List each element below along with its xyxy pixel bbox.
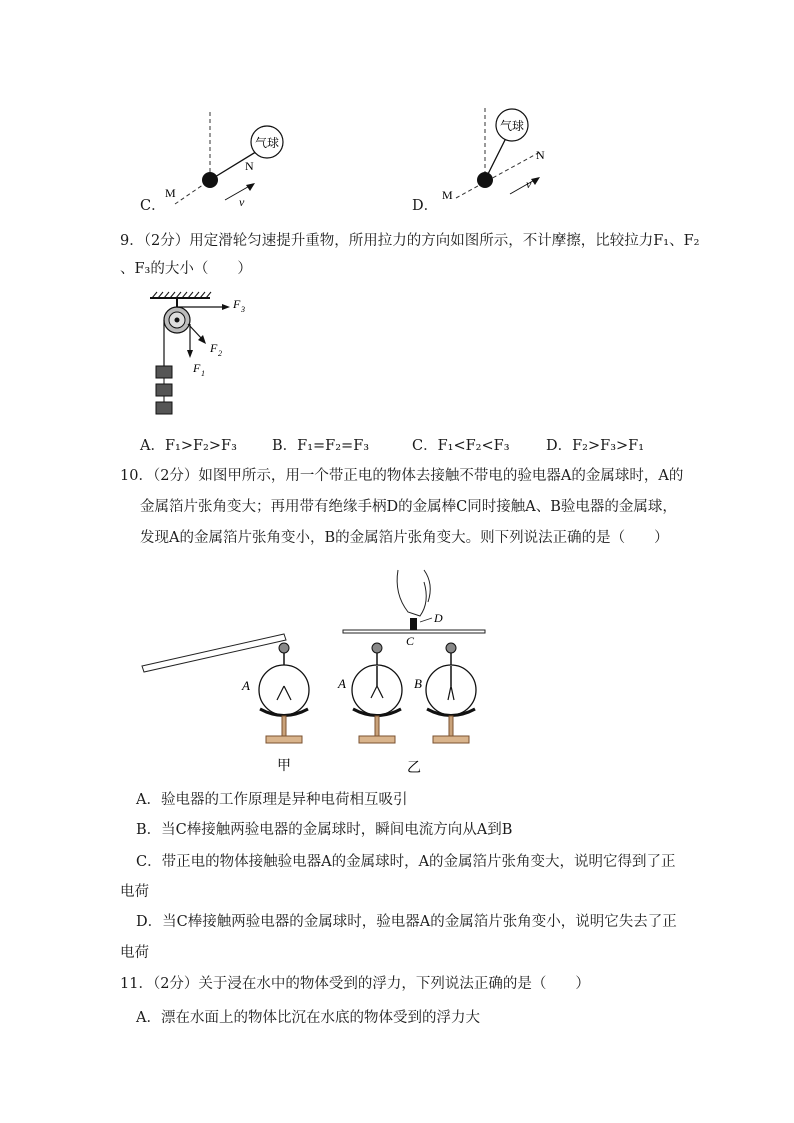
q10-stem-line2: 金属箔片张角变大；再用带有绝缘手柄D的金属棒C同时接触A、B验电器的金属球， bbox=[140, 499, 677, 515]
q11-stem-line1: 11．（2分）关于浸在水中的物体受到的浮力，下列说法正确的是（ ） bbox=[120, 976, 590, 992]
electroscope-diagram bbox=[138, 562, 498, 782]
q9-pulley-figure bbox=[140, 288, 260, 424]
label-c: C bbox=[406, 634, 415, 648]
label-a-jia: A bbox=[242, 678, 250, 693]
q10-option-a: A．验电器的工作原理是异种电荷相互吸引 bbox=[136, 792, 408, 808]
q10-electroscope-figure bbox=[138, 562, 498, 782]
q9-option-c: C．F₁<F₂<F₃ bbox=[412, 438, 510, 454]
f2-label: F bbox=[210, 341, 218, 355]
electroscope-a-yi bbox=[352, 643, 402, 743]
weight-1 bbox=[156, 366, 172, 378]
charged-rod bbox=[142, 634, 286, 672]
q8-option-d-label: D． bbox=[412, 198, 439, 214]
f3-label: F bbox=[233, 297, 241, 311]
pulley-diagram bbox=[140, 288, 260, 424]
svg-text:2: 2 bbox=[218, 349, 222, 358]
svg-text:3: 3 bbox=[241, 305, 245, 314]
electroscope-a-jia bbox=[259, 643, 309, 743]
velocity-d: v bbox=[526, 177, 532, 191]
point-m-d: M bbox=[442, 188, 453, 202]
q10-stem-line3: 发现A的金属箔片张角变小，B的金属箔片张角变大。则下列说法正确的是（ ） bbox=[140, 530, 669, 546]
caption-yi: 乙 bbox=[407, 761, 421, 776]
q10-option-b: B．当C棒接触两验电器的金属球时，瞬间电流方向从A到B bbox=[136, 822, 513, 838]
q8-option-c-label: C． bbox=[140, 198, 166, 214]
q9-option-d: D．F₂>F₃>F₁ bbox=[546, 438, 645, 454]
q10-option-c-line2: 电荷 bbox=[120, 884, 149, 900]
weight-3 bbox=[156, 402, 172, 414]
balloon-label-d: 气球 bbox=[499, 119, 525, 133]
q10-option-d-line2: 电荷 bbox=[120, 945, 149, 961]
caption-jia: 甲 bbox=[277, 759, 291, 774]
label-d: D bbox=[434, 611, 443, 625]
point-m-c: M bbox=[165, 186, 176, 200]
q10-option-c-line1: C．带正电的物体接触验电器A的金属球时，A的金属箔片张角变大，说明它得到了正 bbox=[136, 854, 676, 870]
balloon-label-c: 气球 bbox=[254, 136, 280, 150]
metal-rod-c bbox=[343, 630, 485, 633]
svg-text:1: 1 bbox=[201, 369, 205, 378]
velocity-c: v bbox=[239, 195, 245, 209]
q9-option-b: B．F₁=F₂=F₃ bbox=[272, 438, 370, 454]
q10-option-d-line1: D．当C棒接触两验电器的金属球时，验电器A的金属箔片张角变小，说明它失去了正 bbox=[136, 914, 677, 930]
label-b-yi: B bbox=[414, 676, 422, 691]
label-a-yi: A bbox=[338, 676, 346, 691]
q10-stem-line1: 10．（2分）如图甲所示，用一个带正电的物体去接触不带电的验电器A的金属球时，A的 bbox=[120, 468, 684, 484]
q9-stem-line1: 9．（2分）用定滑轮匀速提升重物，所用拉力的方向如图所示，不计摩擦，比较拉力F₁、F₂ bbox=[120, 233, 700, 249]
weight-2 bbox=[156, 384, 172, 396]
point-n-c: N bbox=[245, 159, 254, 173]
point-n-d: N bbox=[536, 148, 545, 162]
q11-option-a: A．漂在水面上的物体比沉在水底的物体受到的浮力大 bbox=[136, 1010, 480, 1026]
electroscope-b-yi bbox=[426, 643, 476, 743]
f1-label: F bbox=[193, 361, 201, 375]
ball-d bbox=[477, 172, 493, 188]
ball-c bbox=[202, 172, 218, 188]
insulated-handle-d bbox=[410, 618, 417, 630]
q9-stem-line2: 、F₃的大小（ ） bbox=[120, 261, 252, 277]
q9-option-a: A．F₁>F₂>F₃ bbox=[140, 438, 237, 454]
